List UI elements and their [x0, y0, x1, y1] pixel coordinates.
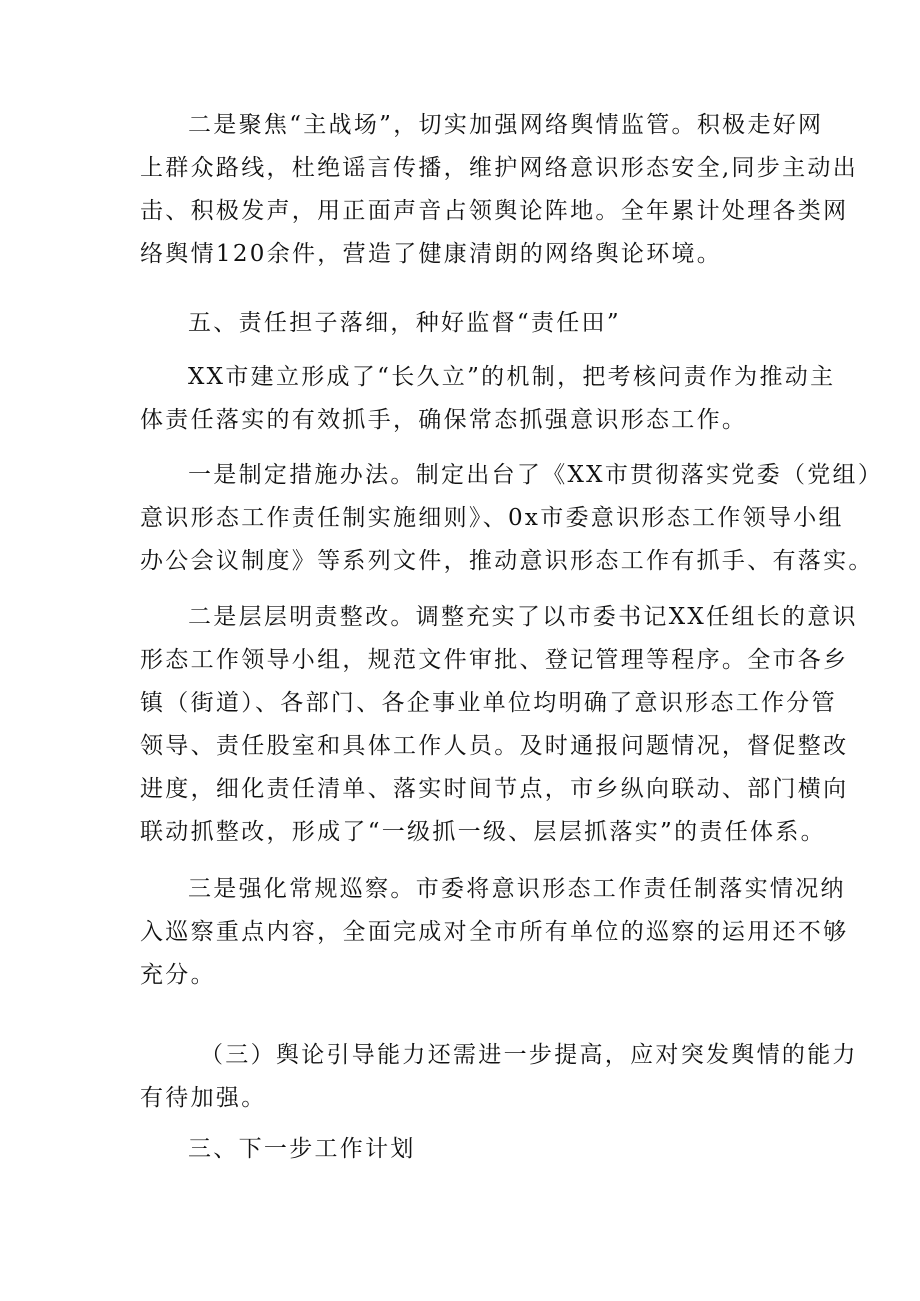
- text-line: 办公会议制度》等系列文件，推动意识形态工作有抓手、有落实。: [140, 548, 874, 574]
- text-line: 络舆情120余件，营造了健康清朗的网络舆论环境。: [140, 241, 723, 267]
- text-line: 一是制定措施办法。制定出台了《XX市贯彻落实党委（党组）: [188, 462, 884, 488]
- text-line: 上群众路线，杜绝谣言传播，维护网络意识形态安全,同步主动出: [140, 155, 859, 181]
- paragraph-mechanism: [140, 356, 836, 442]
- text-line: 三是强化常规巡察。市委将意识形态工作责任制落实情况纳: [188, 876, 846, 902]
- text-line: 二是聚焦“主战场”，切实加强网络舆情监管。积极走好网: [188, 112, 824, 138]
- paragraph-rectification: [140, 596, 858, 854]
- paragraph-network-opinion: [140, 104, 859, 276]
- text-line: 领导、责任股室和具体工作人员。及时通报问题情况，督促整改: [140, 733, 849, 759]
- text-line: 联动抓整改，形成了“一级抓一级、层层抓落实”的责任体系。: [140, 819, 826, 845]
- text-line: 进度，细化责任清单、落实时间节点，市乡纵向联动、部门横向: [140, 776, 849, 802]
- paragraph-inspection: [140, 868, 849, 997]
- paragraph-opinion-guidance: [140, 1034, 858, 1120]
- text-line: （三）舆论引导能力还需进一步提高，应对突发舆情的能力: [200, 1042, 858, 1068]
- text-line: 二是层层明责整改。调整充实了以市委书记XX任组长的意识: [188, 604, 858, 630]
- text-line: 击、积极发声，用正面声音占领舆论阵地。全年累计处理各类网: [140, 198, 849, 224]
- paragraph-measures: [140, 454, 884, 583]
- text-line: XX市建立形成了“长久立”的机制，把考核问责作为推动主: [188, 364, 836, 390]
- section-heading-five: [140, 302, 790, 345]
- text-line: 镇（街道）、各部门、各企事业单位均明确了意识形态工作分管: [140, 690, 837, 716]
- text-line: 充分。: [140, 962, 216, 988]
- text-line: 意识形态工作责任制实施细则》、0x市委意识形态工作领导小组: [140, 505, 844, 531]
- text-line: 形态工作领导小组，规范文件审批、登记管理等程序。全市各乡: [140, 647, 849, 673]
- text-line: 有待加强。: [140, 1085, 267, 1111]
- text-line: 体责任落实的有效抓手，确保常态抓强意识形态工作。: [140, 407, 748, 433]
- text-line: 入巡察重点内容，全面完成对全市所有单位的巡察的运用还不够: [140, 919, 849, 945]
- text-line: 五、责任担子落细，种好监督“责任田”: [188, 310, 621, 336]
- text-line: 三、下一步工作计划: [188, 1136, 416, 1162]
- section-heading-next-plan: [140, 1128, 790, 1171]
